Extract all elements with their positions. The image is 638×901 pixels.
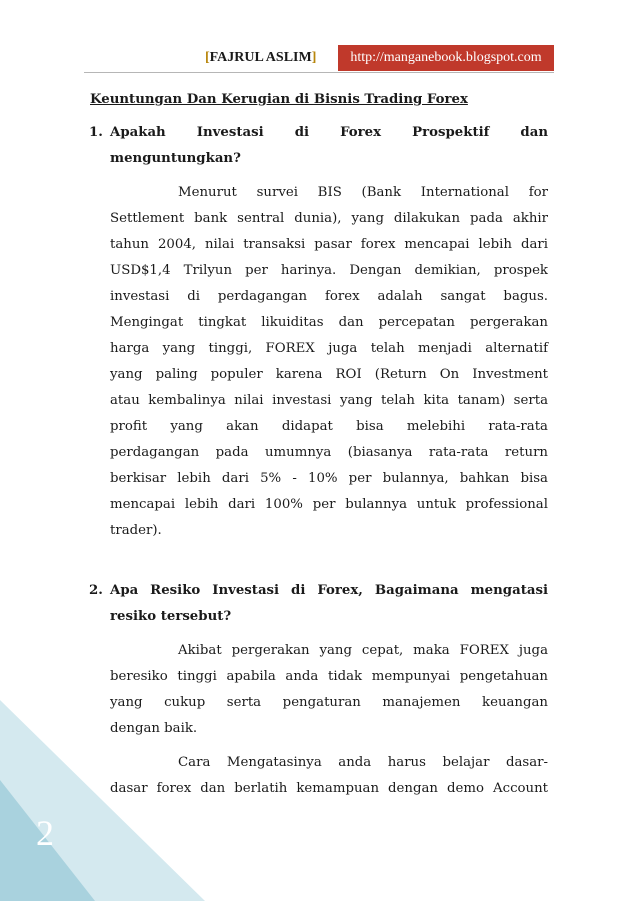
- paragraph-line: investasi di perdagangan forex adalah sangat bagus.: [110, 289, 548, 304]
- author-name: FAJRUL ASLIM: [209, 50, 312, 65]
- paragraph-line: Cara Mengatasinya anda harus belajar dasar-: [178, 755, 548, 770]
- paragraph-line: Mengingat tingkat likuiditas dan percepatan pergerakan: [110, 315, 548, 330]
- paragraph-line: berkisar lebih dari 5% - 10% per bulannya, bahkan bisa: [110, 471, 548, 486]
- document-title: Keuntungan Dan Kerugian di Bisnis Trading Forex: [90, 92, 468, 107]
- paragraph-line: profit yang akan didapat bisa melebihi rata-rata: [110, 419, 548, 434]
- paragraph-line: mencapai lebih dari 100% per bulannya untuk professional: [110, 497, 548, 512]
- paragraph-line: Akibat pergerakan yang cepat, maka FOREX juga: [178, 643, 548, 658]
- paragraph-line: beresiko tinggi apabila anda tidak mempunyai pengetahuan: [110, 669, 548, 684]
- section-2-number: 2.: [89, 583, 103, 598]
- paragraph-line: trader).: [110, 523, 162, 538]
- section-1-heading-line: menguntungkan?: [110, 151, 241, 166]
- bracket-open: [: [205, 50, 210, 65]
- paragraph-line: atau kembalinya nilai investasi yang telah kita tanam) serta: [110, 393, 548, 408]
- section-2-heading-line: resiko tersebut?: [110, 609, 232, 624]
- paragraph-line: USD$1,4 Trilyun per harinya. Dengan demikian, prospek: [110, 263, 548, 278]
- paragraph-line: Menurut survei BIS (Bank International for: [178, 185, 548, 200]
- paragraph-line: perdagangan pada umumnya (biasanya rata-rata return: [110, 445, 548, 460]
- paragraph-line: harga yang tinggi, FOREX juga telah menjadi alternatif: [110, 341, 548, 356]
- paragraph-line: dengan baik.: [110, 721, 198, 736]
- section-2-heading-line: Apa Resiko Investasi di Forex, Bagaimana mengatasi: [110, 583, 548, 598]
- section-1-heading-line: Apakah Investasi di Forex Prospektif dan: [110, 125, 548, 140]
- page-number: 2: [36, 813, 54, 853]
- paragraph-line: yang cukup serta pengaturan manajemen keuangan: [110, 695, 548, 710]
- bracket-close: ]: [311, 50, 317, 65]
- paragraph-line: tahun 2004, nilai transaksi pasar forex mencapai lebih dari: [110, 237, 548, 252]
- header-url-link[interactable]: http://manganebook.blogspot.com: [338, 45, 554, 71]
- paragraph-line: dasar forex dan berlatih kemampuan dengan demo Account: [110, 781, 548, 796]
- section-1-number: 1.: [89, 125, 103, 140]
- paragraph-line: Settlement bank sentral dunia), yang dilakukan pada akhir: [110, 211, 548, 226]
- paragraph-line: yang paling populer karena ROI (Return On Investment: [110, 367, 548, 382]
